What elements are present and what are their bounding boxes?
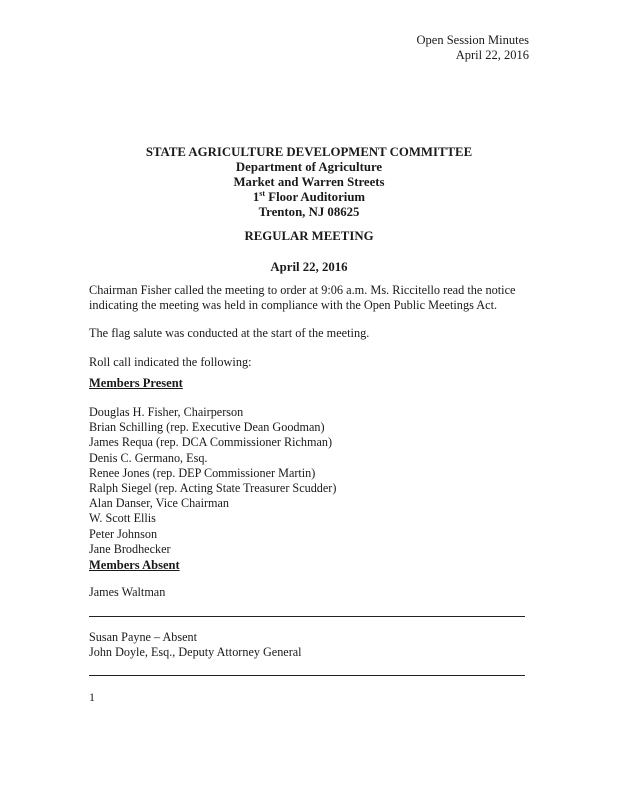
members-absent-list xyxy=(89,585,165,600)
divider-top xyxy=(89,616,525,617)
members-present-heading: Members Present xyxy=(89,376,183,390)
list-item: Brian Schilling (rep. Executive Dean Goodman) xyxy=(89,420,325,435)
call-to-order-paragraph: Chairman Fisher called the meeting to order at 9:06 a.m. Ms. Riccitello read the notice indicating the meeting was held in compliance with the Open Public Meetings Act. xyxy=(89,283,516,313)
street-address: Market and Warren Streets xyxy=(233,175,385,189)
list-item: James Waltman xyxy=(89,585,166,599)
list-item: Peter Johnson xyxy=(89,526,158,541)
members-present-list xyxy=(89,405,336,557)
staff-list xyxy=(89,630,302,660)
list-item: James Requa (rep. DCA Commissioner Richman) xyxy=(89,435,333,450)
header-title: Open Session Minutes xyxy=(416,33,529,47)
page-number: 1 xyxy=(89,690,95,704)
meeting-date: April 22, 2016 xyxy=(270,260,348,274)
meeting-type: REGULAR MEETING xyxy=(244,229,374,243)
department-name: Department of Agriculture xyxy=(235,160,383,174)
members-absent-heading: Members Absent xyxy=(89,558,180,572)
title-block xyxy=(0,145,618,220)
floor-location: 1st Floor Auditorium xyxy=(252,189,366,204)
committee-name: STATE AGRICULTURE DEVELOPMENT COMMITTEE xyxy=(145,145,473,159)
list-item: John Doyle, Esq., Deputy Attorney General xyxy=(89,645,302,660)
list-item: Denis C. Germano, Esq. xyxy=(89,450,208,465)
flag-salute-paragraph: The flag salute was conducted at the start of the meeting. xyxy=(89,326,370,340)
header-date: April 22, 2016 xyxy=(455,48,529,62)
list-item: Renee Jones (rep. DEP Commissioner Martin) xyxy=(89,465,316,480)
roll-call-paragraph: Roll call indicated the following: xyxy=(89,355,252,369)
city-address: Trenton, NJ 08625 xyxy=(258,205,360,219)
divider-bottom xyxy=(89,675,525,676)
list-item: Jane Brodhecker xyxy=(89,541,171,556)
list-item: Susan Payne – Absent xyxy=(89,630,197,644)
list-item: W. Scott Ellis xyxy=(89,511,156,526)
list-item: Ralph Siegel (rep. Acting State Treasurer Scudder) xyxy=(89,481,337,496)
running-header xyxy=(417,33,530,63)
list-item: Douglas H. Fisher, Chairperson xyxy=(89,405,244,419)
list-item: Alan Danser, Vice Chairman xyxy=(89,496,230,511)
